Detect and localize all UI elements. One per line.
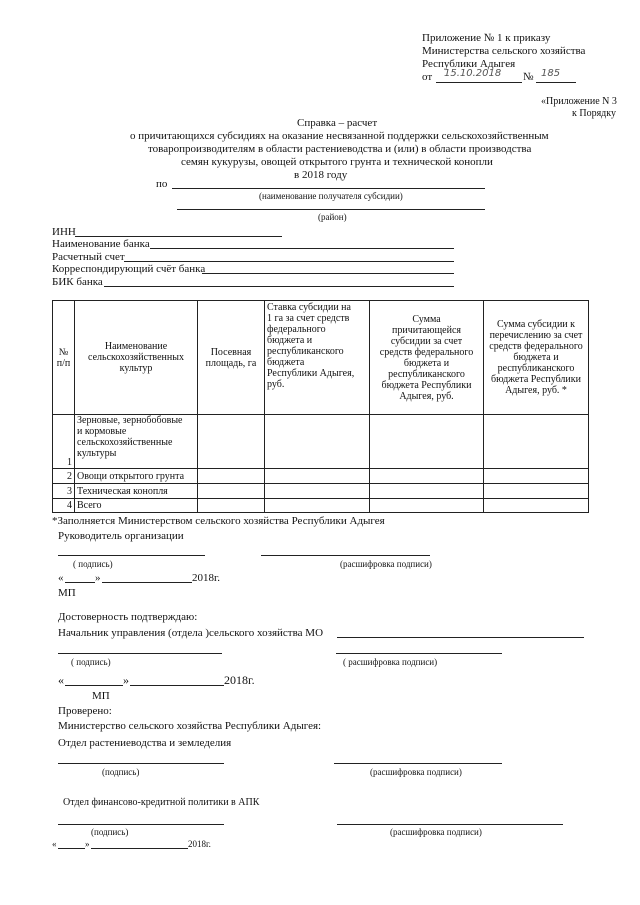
area-cell[interactable] [198,484,265,499]
due-cell[interactable] [370,415,484,469]
subsidy-table [52,300,589,513]
table-row [53,415,589,469]
area-cell[interactable] [198,499,265,513]
rate-cell[interactable] [265,484,370,499]
table-row [53,469,589,484]
account-label: Расчетный счет [52,251,125,263]
sign1-date-open: « [58,572,64,584]
header-transfer: Сумма субсидии к перечислению за счет средств федерального бюджета и республиканского бюджета Республики Адыгея, руб. * [484,301,589,415]
title-po: по [156,178,168,190]
sign3-decode-caption: (расшифровка подписи) [370,767,462,777]
rate-cell[interactable] [265,469,370,484]
title-line3: товаропроизводителям в области растениеводства и (или) в области производства [148,143,532,155]
header-date-handwritten: 15.10.2018 [444,68,502,79]
title-line2: о причитающихся субсидиях на оказание несвязанной поддержки сельскохозяйственным [130,130,549,142]
sign4-sign-caption: (подпись) [91,827,129,837]
header-num: № п/п [53,301,75,415]
sign2-date-close: » [123,673,129,687]
title-line1: Справка – расчет [297,117,378,129]
header-date-prefix: от [422,71,433,83]
sign1-date-close: » [95,572,101,584]
row-num: 2 [53,469,75,484]
sign4-date-year: 2018г. [188,839,211,849]
rate-cell[interactable] [265,499,370,513]
footnote: *Заполняется Министерством сельского хозяйства Республики Адыгея [52,515,385,527]
sign2-mp: МП [92,690,110,702]
sign3-sign-caption: (подпись) [102,767,140,777]
sign3-ministry: Министерство сельского хозяйства Республики Адыгея: [58,720,322,732]
header-num-prefix: № [523,71,534,83]
row-crop: Всего [75,499,198,513]
sign3-dept: Отдел растениеводства и земледелия [58,737,232,749]
row-crop: Техническая конопля [75,484,198,499]
header-area: Посевная площадь, га [198,301,265,415]
header-num-handwritten: 185 [541,68,561,79]
sign1-role: Руководитель организации [58,530,184,542]
rate-cell[interactable] [265,415,370,469]
sign2-date-year: 2018г. [224,673,255,687]
header-due: Сумма причитающейся субсидии за счет средств федерального бюджета и республиканского бюджета Республики Адыгея, руб. [370,301,484,415]
row-num: 1 [53,415,75,469]
header-line1: Приложение № 1 к приказу [422,32,551,44]
sign1-mp: МП [58,587,76,599]
sign2-sign-caption: ( подпись) [71,657,111,667]
area-cell[interactable] [198,469,265,484]
sign4-decode-caption: (расшифровка подписи) [390,827,482,837]
header-line3: Республики Адыгея [422,58,516,70]
header-rate: Ставка субсидии на 1 га за счет средств федерального бюджета и республиканского бюджета Республики Адыгея, руб. [265,301,370,415]
header-line2: Министерства сельского хозяйства [422,45,586,57]
sign1-decode-caption: (расшифровка подписи) [340,559,432,569]
sign2-role: Начальник управления (отдела )сельского хозяйства МО [58,627,324,639]
table-row [53,499,589,513]
sign3-checked: Проверено: [58,705,112,717]
sign2-decode-caption: ( расшифровка подписи) [343,657,438,667]
due-cell[interactable] [370,484,484,499]
row-crop: Овощи открытого грунта [75,469,198,484]
sign4-date-close: » [85,839,90,849]
sign4-dept: Отдел финансово-кредитной политики в АПК [63,797,260,808]
bik-label: БИК банка [52,276,103,288]
transfer-cell[interactable] [484,415,589,469]
title-line5: в 2018 году [294,169,348,181]
inn-label: ИНН [52,226,76,238]
due-cell[interactable] [370,469,484,484]
area-cell[interactable] [198,415,265,469]
transfer-cell[interactable] [484,469,589,484]
row-num: 3 [53,484,75,499]
sign1-date-year: 2018г. [192,572,221,584]
due-cell[interactable] [370,499,484,513]
header-crop: Наименование сельскохозяйственных культур [75,301,198,415]
row-num: 4 [53,499,75,513]
transfer-cell[interactable] [484,499,589,513]
table-row [53,484,589,499]
annex-line2: к Порядку [572,108,616,119]
transfer-cell[interactable] [484,484,589,499]
row-crop: Зерновые, зернобобовые и кормовые сельскохозяйственные культуры [75,415,198,469]
sign2-date-open: « [58,673,64,687]
sign4-date-open: « [52,839,57,849]
sign1-sign-caption: ( подпись) [73,559,113,569]
corr-account-label: Корреспондирующий счёт банка [52,263,206,275]
district-caption: (район) [318,212,347,222]
sign2-confirm: Достоверность подтверждаю: [58,611,198,623]
bank-name-label: Наименование банка [52,238,150,250]
annex-line1: «Приложение N 3 [541,96,617,107]
recipient-caption: (наименование получателя субсидии) [259,191,403,201]
title-line4: семян кукурузы, овощей открытого грунта и технической конопли [181,156,493,168]
